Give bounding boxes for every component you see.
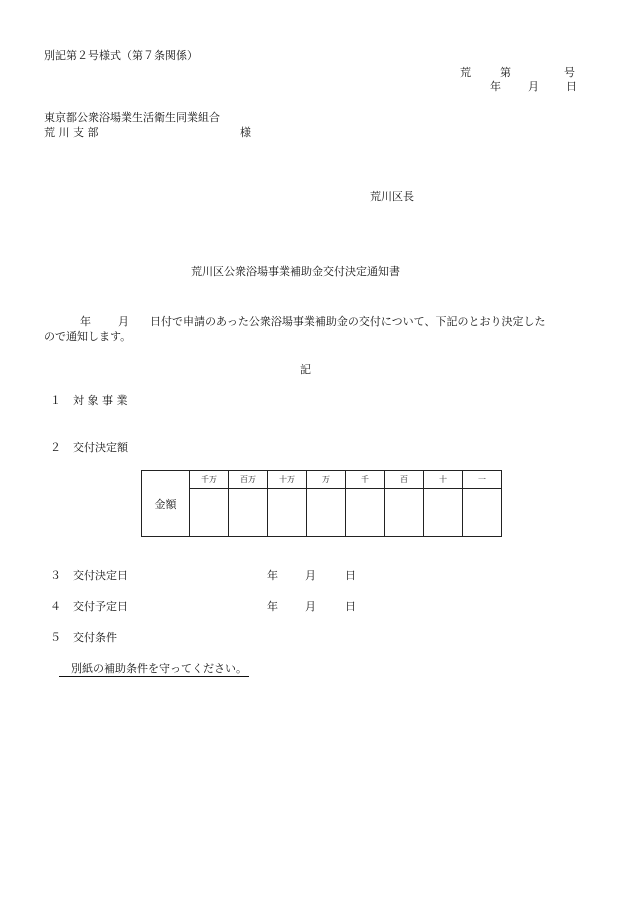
digit-header: 百万 [229, 471, 268, 489]
item3-month: 月 [305, 569, 316, 582]
item1-number: １ [50, 394, 61, 407]
digit-header: 百 [385, 471, 424, 489]
amount-table [141, 470, 502, 537]
form-label: 別記第２号様式（第７条関係） [44, 49, 198, 62]
recipient-honorific: 様 [240, 126, 251, 139]
amount-digit-cell [229, 489, 268, 537]
digit-header: 万 [307, 471, 346, 489]
amount-label: 金額 [142, 471, 190, 537]
recipient-branch: 荒 川 支 部 [44, 126, 99, 139]
item3-label: 交付決定日 [73, 569, 128, 582]
amount-digit-cell [190, 489, 229, 537]
amount-digit-cell [424, 489, 463, 537]
body-text-line1: 日付で申請のあった公衆浴場事業補助金の交付について、下記のとおり決定した [150, 315, 546, 328]
item4-label: 交付予定日 [73, 600, 128, 613]
body-month: 月 [118, 315, 129, 328]
digit-header: 千 [346, 471, 385, 489]
body-text-line2: ので通知します。 [44, 330, 132, 343]
item1-label: 対 象 事 業 [73, 394, 128, 407]
doc-date-month: 月 [528, 80, 539, 93]
doc-number-ara: 荒 [460, 66, 471, 79]
body-year: 年 [80, 315, 91, 328]
amount-digit-cell [307, 489, 346, 537]
doc-date-year: 年 [490, 80, 501, 93]
digit-header: 十 [424, 471, 463, 489]
amount-digit-cell [268, 489, 307, 537]
ki-heading: 記 [300, 363, 311, 376]
item3-day: 日 [345, 569, 356, 582]
amount-digit-cell [463, 489, 502, 537]
amount-digit-cell [385, 489, 424, 537]
item4-year: 年 [267, 600, 278, 613]
item3-year: 年 [267, 569, 278, 582]
doc-number-dai: 第 [500, 66, 511, 79]
issuer: 荒川区長 [370, 190, 414, 203]
item5-label: 交付条件 [73, 631, 117, 644]
digit-header: 一 [463, 471, 502, 489]
item3-number: ３ [50, 569, 61, 582]
doc-date-day: 日 [566, 80, 577, 93]
item4-number: ４ [50, 600, 61, 613]
digit-header: 十万 [268, 471, 307, 489]
item4-month: 月 [305, 600, 316, 613]
item4-day: 日 [345, 600, 356, 613]
condition-note: 別紙の補助条件を守ってください。 [59, 663, 249, 677]
recipient-org: 東京都公衆浴場業生活衛生同業組合 [44, 111, 220, 124]
amount-digit-cell [346, 489, 385, 537]
document-title: 荒川区公衆浴場事業補助金交付決定通知書 [191, 265, 400, 278]
item2-number: ２ [50, 441, 61, 454]
doc-number-go: 号 [564, 66, 575, 79]
item5-number: ５ [50, 631, 61, 644]
digit-header: 千万 [190, 471, 229, 489]
item2-label: 交付決定額 [73, 441, 128, 454]
